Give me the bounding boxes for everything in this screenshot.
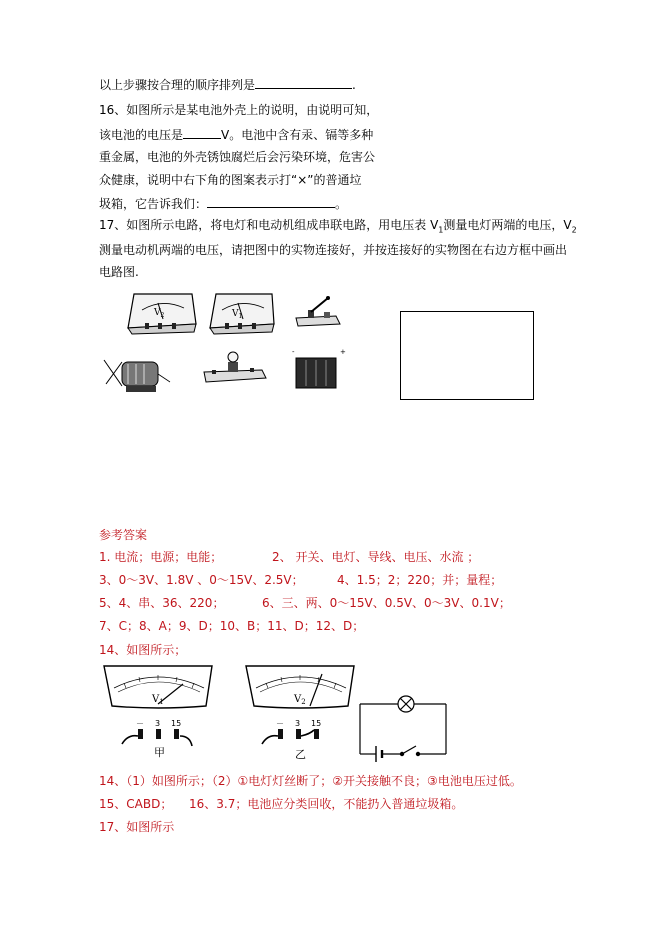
q16-line-5-a: 圾箱，它告诉我们： (99, 197, 208, 211)
q17-line-1 (99, 218, 577, 237)
meter-jia (104, 666, 212, 759)
q16-line-3: 重金属，电池的外壳锈蚀腐烂后会污染环境，危害公 (99, 150, 376, 164)
meter-yi-term-3: 3 (295, 719, 301, 728)
q16-tell-blank[interactable] (207, 196, 335, 208)
meter-jia-sub: 1 (159, 698, 164, 706)
answer-line-7b: 16、3.7；电池应分类回收，不能扔入普通垃圾箱。 (189, 797, 464, 811)
meter-jia-term-15: 15 (171, 719, 182, 728)
q16-voltage-blank[interactable] (183, 127, 221, 139)
meter-v1-label: V (232, 309, 239, 319)
q16-line-2 (99, 127, 373, 143)
answer-14-figure (100, 662, 460, 764)
voltmeter-v2-image (128, 294, 196, 334)
q16-line-5 (99, 196, 347, 212)
q16-line-4: 众健康，说明中右下角的图案表示打“×”的普通垃 (99, 173, 362, 187)
answer-line-1a: 1. 电流；电源；电能； (99, 550, 223, 564)
q17-v1-sub: 1 (438, 225, 444, 235)
meter-yi-label: V (294, 694, 302, 705)
answer-line-4: 7、C；8、A；9、D；10、B；11、D；12、D； (99, 619, 365, 633)
q15-answer-blank[interactable] (255, 77, 352, 89)
meter-yi-term-15: 15 (311, 719, 322, 728)
battery-image (292, 348, 346, 388)
answer-line-7a: 15、CABD； (99, 797, 173, 811)
answer-line-2a: 3、0～3V、1.8V 、0～15V、2.5V； (99, 573, 304, 587)
answer-line-8: 17、如图所示 (99, 820, 175, 834)
meter-v2-label: V (154, 308, 161, 318)
meter-yi-term-minus: － (276, 719, 284, 728)
meter-v2-sub: 2 (160, 312, 165, 319)
q15-end: . (352, 78, 356, 92)
meter-jia-term-3: 3 (155, 719, 161, 728)
svg-text:-: - (292, 348, 295, 356)
meter-jia-label: V (152, 694, 160, 705)
q17-v2-sub: 2 (571, 225, 577, 235)
answer-line-6: 14、（1）如图所示；（2）①电灯灯丝断了；②开关接触不良；③电池电压过低。 (99, 774, 522, 788)
meter-jia-caption: 甲 (154, 746, 165, 759)
q15-line (99, 77, 356, 93)
q16-line-1: 16、如图所示是某电池外壳上的说明，由说明可知， (99, 103, 379, 117)
lamp-image (204, 352, 266, 382)
q16-line-2-b: V。电池中含有汞、镉等多种 (221, 128, 374, 142)
answer-line-5: 14、如图所示； (99, 643, 187, 657)
answer-line-1b: 2、 开关、电灯、导线、电压、水流 ； (272, 550, 480, 564)
svg-text:+: + (340, 348, 346, 356)
meter-jia-term-minus: － (136, 719, 144, 728)
meter-yi-caption: 乙 (295, 748, 306, 761)
q15-text: 以上步骤按合理的顺序排列是 (99, 78, 256, 92)
q16-line-5-b: 。 (335, 197, 348, 211)
q17-answer-box[interactable] (400, 311, 534, 400)
meter-v1-sub: 1 (238, 313, 243, 320)
answer-circuit-diagram (360, 696, 446, 762)
switch-image (296, 296, 340, 326)
q16-line-2-a: 该电池的电压是 (99, 128, 184, 142)
answers-heading: 参考答案 (99, 528, 148, 542)
meter-yi-sub: 2 (301, 698, 306, 706)
answer-line-3b: 6、三、两、0～15V、0.5V、0～3V、0.1V； (262, 596, 511, 610)
answer-line-3a: 5、4、串、36、220； (99, 596, 225, 610)
q17-line-2: 测量电动机两端的电压，请把图中的实物连接好，并按连接好的实物图在右边方框中画出 (99, 243, 568, 257)
q17-line-1-a: 17、如图所示电路，将电灯和电动机组成串联电路，用电压表 V (99, 218, 439, 232)
q17-components-figure (100, 288, 360, 400)
meter-yi (246, 666, 354, 761)
motor-image (104, 360, 170, 392)
q17-line-3: 电路图. (99, 265, 139, 279)
q17-line-1-b: 测量电灯两端的电压，V (443, 218, 572, 232)
answer-line-2b: 4、1.5；2；220；并；量程； (337, 573, 503, 587)
voltmeter-v1-image (210, 294, 274, 334)
